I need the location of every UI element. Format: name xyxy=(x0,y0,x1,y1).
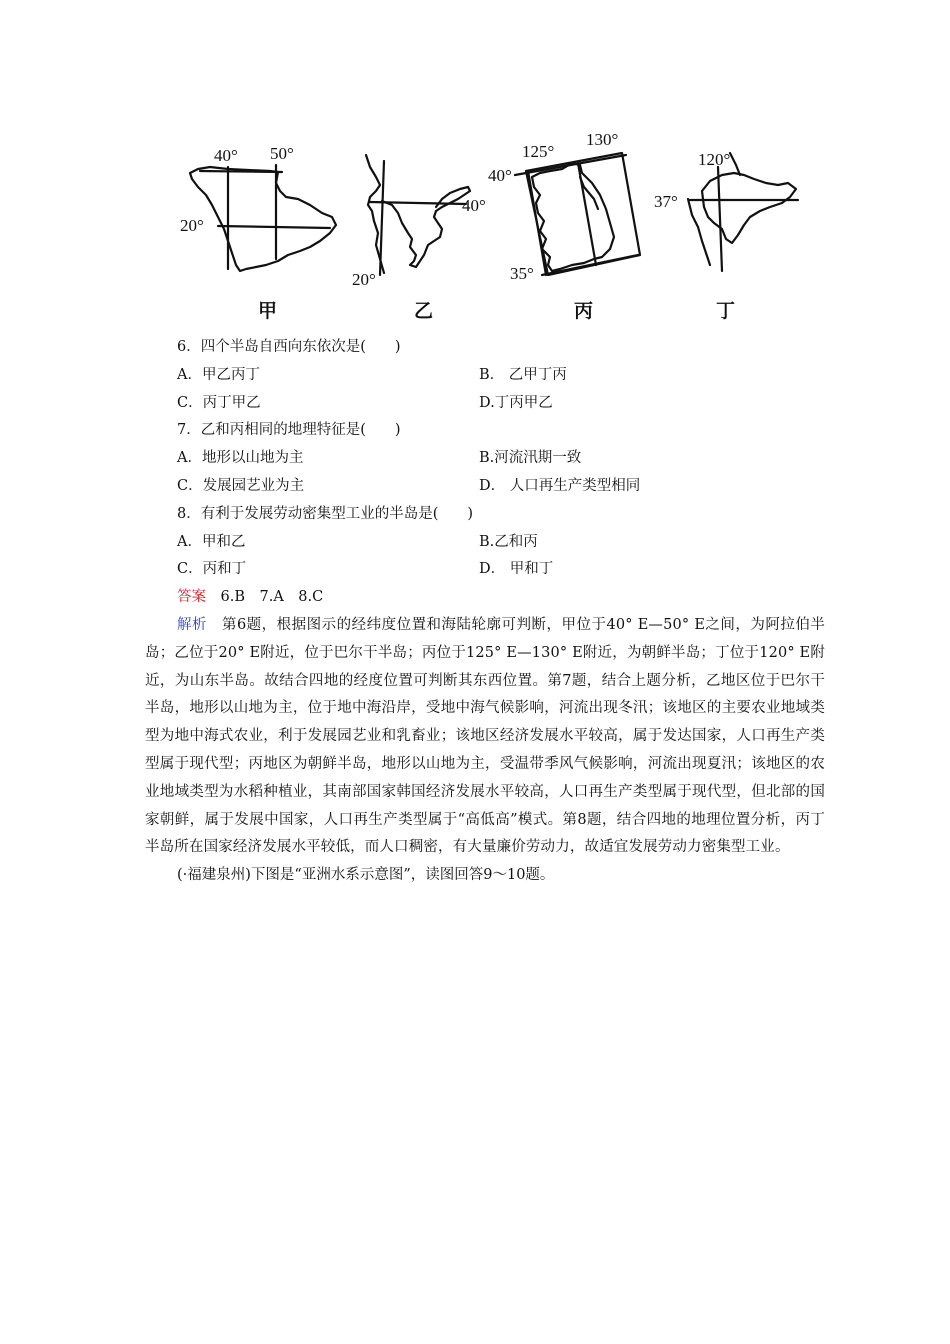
question-7-option-d: D． 人口再生产类型相同 xyxy=(479,477,641,494)
map-jia-lon-label-50: 50° xyxy=(270,144,294,163)
analysis-text: 第6题，根据图示的经纬度位置和海陆轮廓可判断，甲位于40° E—50° E之间，为阿拉伯半岛；乙位于20° E附近，位于巴尔干半岛；丙位于125° E—130° E附近，为朝鲜半岛；丁位于120° E附近，为山东半岛。故结合四地的经度位置可判断其东西位置。第7题，结合上题分析，乙地区位于巴尔干半岛，地形以山地为主，位于地中海沿岸，受地中海气候影响，河流出现冬汛；该地区的主要农业地域类型为地中海式农业，利于发展园艺业和乳畜业；该地区经济发展水平较高，属于发达国家，人口再生产类型属于现代型；丙地区为朝鲜半岛，地形以山地为主，受温带季风气候影响，河流出现夏汛；该地区的农业地域类型为水稻种植业，其南部国家韩国经济发展水平较高，人口再生产类型属于现代型，但北部的国家朝鲜，属于发展中国家，人口再生产类型属于“高低高”模式。第8题，结合四地的地理位置分析，丙丁半岛所在国家经济发展水平较低，而人口稠密，有大量廉价劳动力，故适宜发展劳动力密集型工业。 xyxy=(145,616,825,856)
map-jia xyxy=(190,165,336,271)
map-bing-lon-label-130: 130° xyxy=(586,130,619,149)
map-bing-lat-label-40: 40° xyxy=(488,166,512,185)
map-jia-name: 甲 xyxy=(258,301,278,322)
map-jia-lat-label-20: 20° xyxy=(180,216,204,235)
question-8-option-d: D． 甲和丁 xyxy=(479,561,554,578)
question-content xyxy=(145,334,825,890)
question-7-stem: 7．乙和丙相同的地理特征是( ) xyxy=(177,422,401,439)
question-7-options-row-2 xyxy=(145,473,825,501)
map-ding-lon-120 xyxy=(718,167,722,271)
map-ding-lat-label-37: 37° xyxy=(654,192,678,211)
question-6-options-row-1 xyxy=(145,362,825,390)
question-7-option-b: B.河流汛期一致 xyxy=(479,450,582,467)
question-8-options-row-1 xyxy=(145,529,825,557)
map-yi-coast-main xyxy=(382,187,470,267)
question-8-option-a: A．甲和乙 xyxy=(177,533,246,550)
question-8-options-row-2 xyxy=(145,556,825,584)
map-ding-lon-label-120: 120° xyxy=(698,150,731,169)
map-ding-coast xyxy=(702,173,796,243)
analysis-tag: 解析 xyxy=(177,616,207,633)
map-ding-name: 丁 xyxy=(716,301,736,322)
question-8-option-c: C．丙和丁 xyxy=(177,561,247,578)
question-8-stem: 8．有利于发展劳动密集型工业的半岛是( ) xyxy=(177,505,474,522)
question-7-option-c: C．发展园艺业为主 xyxy=(177,477,305,494)
question-7-options-row-1 xyxy=(145,445,825,473)
next-question-intro: (·福建泉州)下图是“亚洲水系示意图”，读图回答9～10题。 xyxy=(177,867,555,884)
peninsula-maps-svg xyxy=(170,125,810,330)
peninsula-maps-figure xyxy=(170,125,810,330)
question-6-option-b: B． 乙甲丁丙 xyxy=(479,366,567,383)
map-jia-lat-20 xyxy=(218,226,330,228)
answer-text: 6.B 7.A 8.C xyxy=(206,589,324,606)
map-jia-lat-top xyxy=(200,171,282,172)
question-7-option-a: A．地形以山地为主 xyxy=(177,450,304,467)
map-ding-river-2 xyxy=(730,153,740,175)
map-bing-name: 丙 xyxy=(574,301,594,322)
map-bing xyxy=(515,153,640,275)
map-ding xyxy=(688,153,798,271)
map-jia-coast xyxy=(190,167,336,271)
question-6-options-row-2 xyxy=(145,390,825,418)
question-6-stem: 6．四个半岛自西向东依次是( ) xyxy=(177,339,401,355)
map-yi-lon-label-20: 20° xyxy=(352,270,376,289)
map-bing-lon-label-125: 125° xyxy=(522,142,555,161)
map-yi-name: 乙 xyxy=(414,301,434,322)
answer-tag: 答案 xyxy=(177,589,206,606)
map-jia-lon-label-40: 40° xyxy=(214,146,238,165)
answer-line xyxy=(145,584,825,612)
question-6-option-c: C．丙丁甲乙 xyxy=(177,394,261,411)
map-bing-lat-label-35: 35° xyxy=(510,264,534,283)
question-6-option-a: A．甲乙丙丁 xyxy=(177,366,260,383)
analysis-paragraph xyxy=(145,612,825,862)
map-bing-lat-35 xyxy=(542,255,638,275)
map-yi xyxy=(366,155,470,275)
map-yi-lon-20 xyxy=(380,161,384,275)
map-yi-lat-label-40: 40° xyxy=(462,196,486,215)
question-8-option-b: B.乙和丙 xyxy=(479,533,538,550)
question-6-option-d: D.丁丙甲乙 xyxy=(479,394,553,411)
map-ding-river xyxy=(688,199,710,265)
